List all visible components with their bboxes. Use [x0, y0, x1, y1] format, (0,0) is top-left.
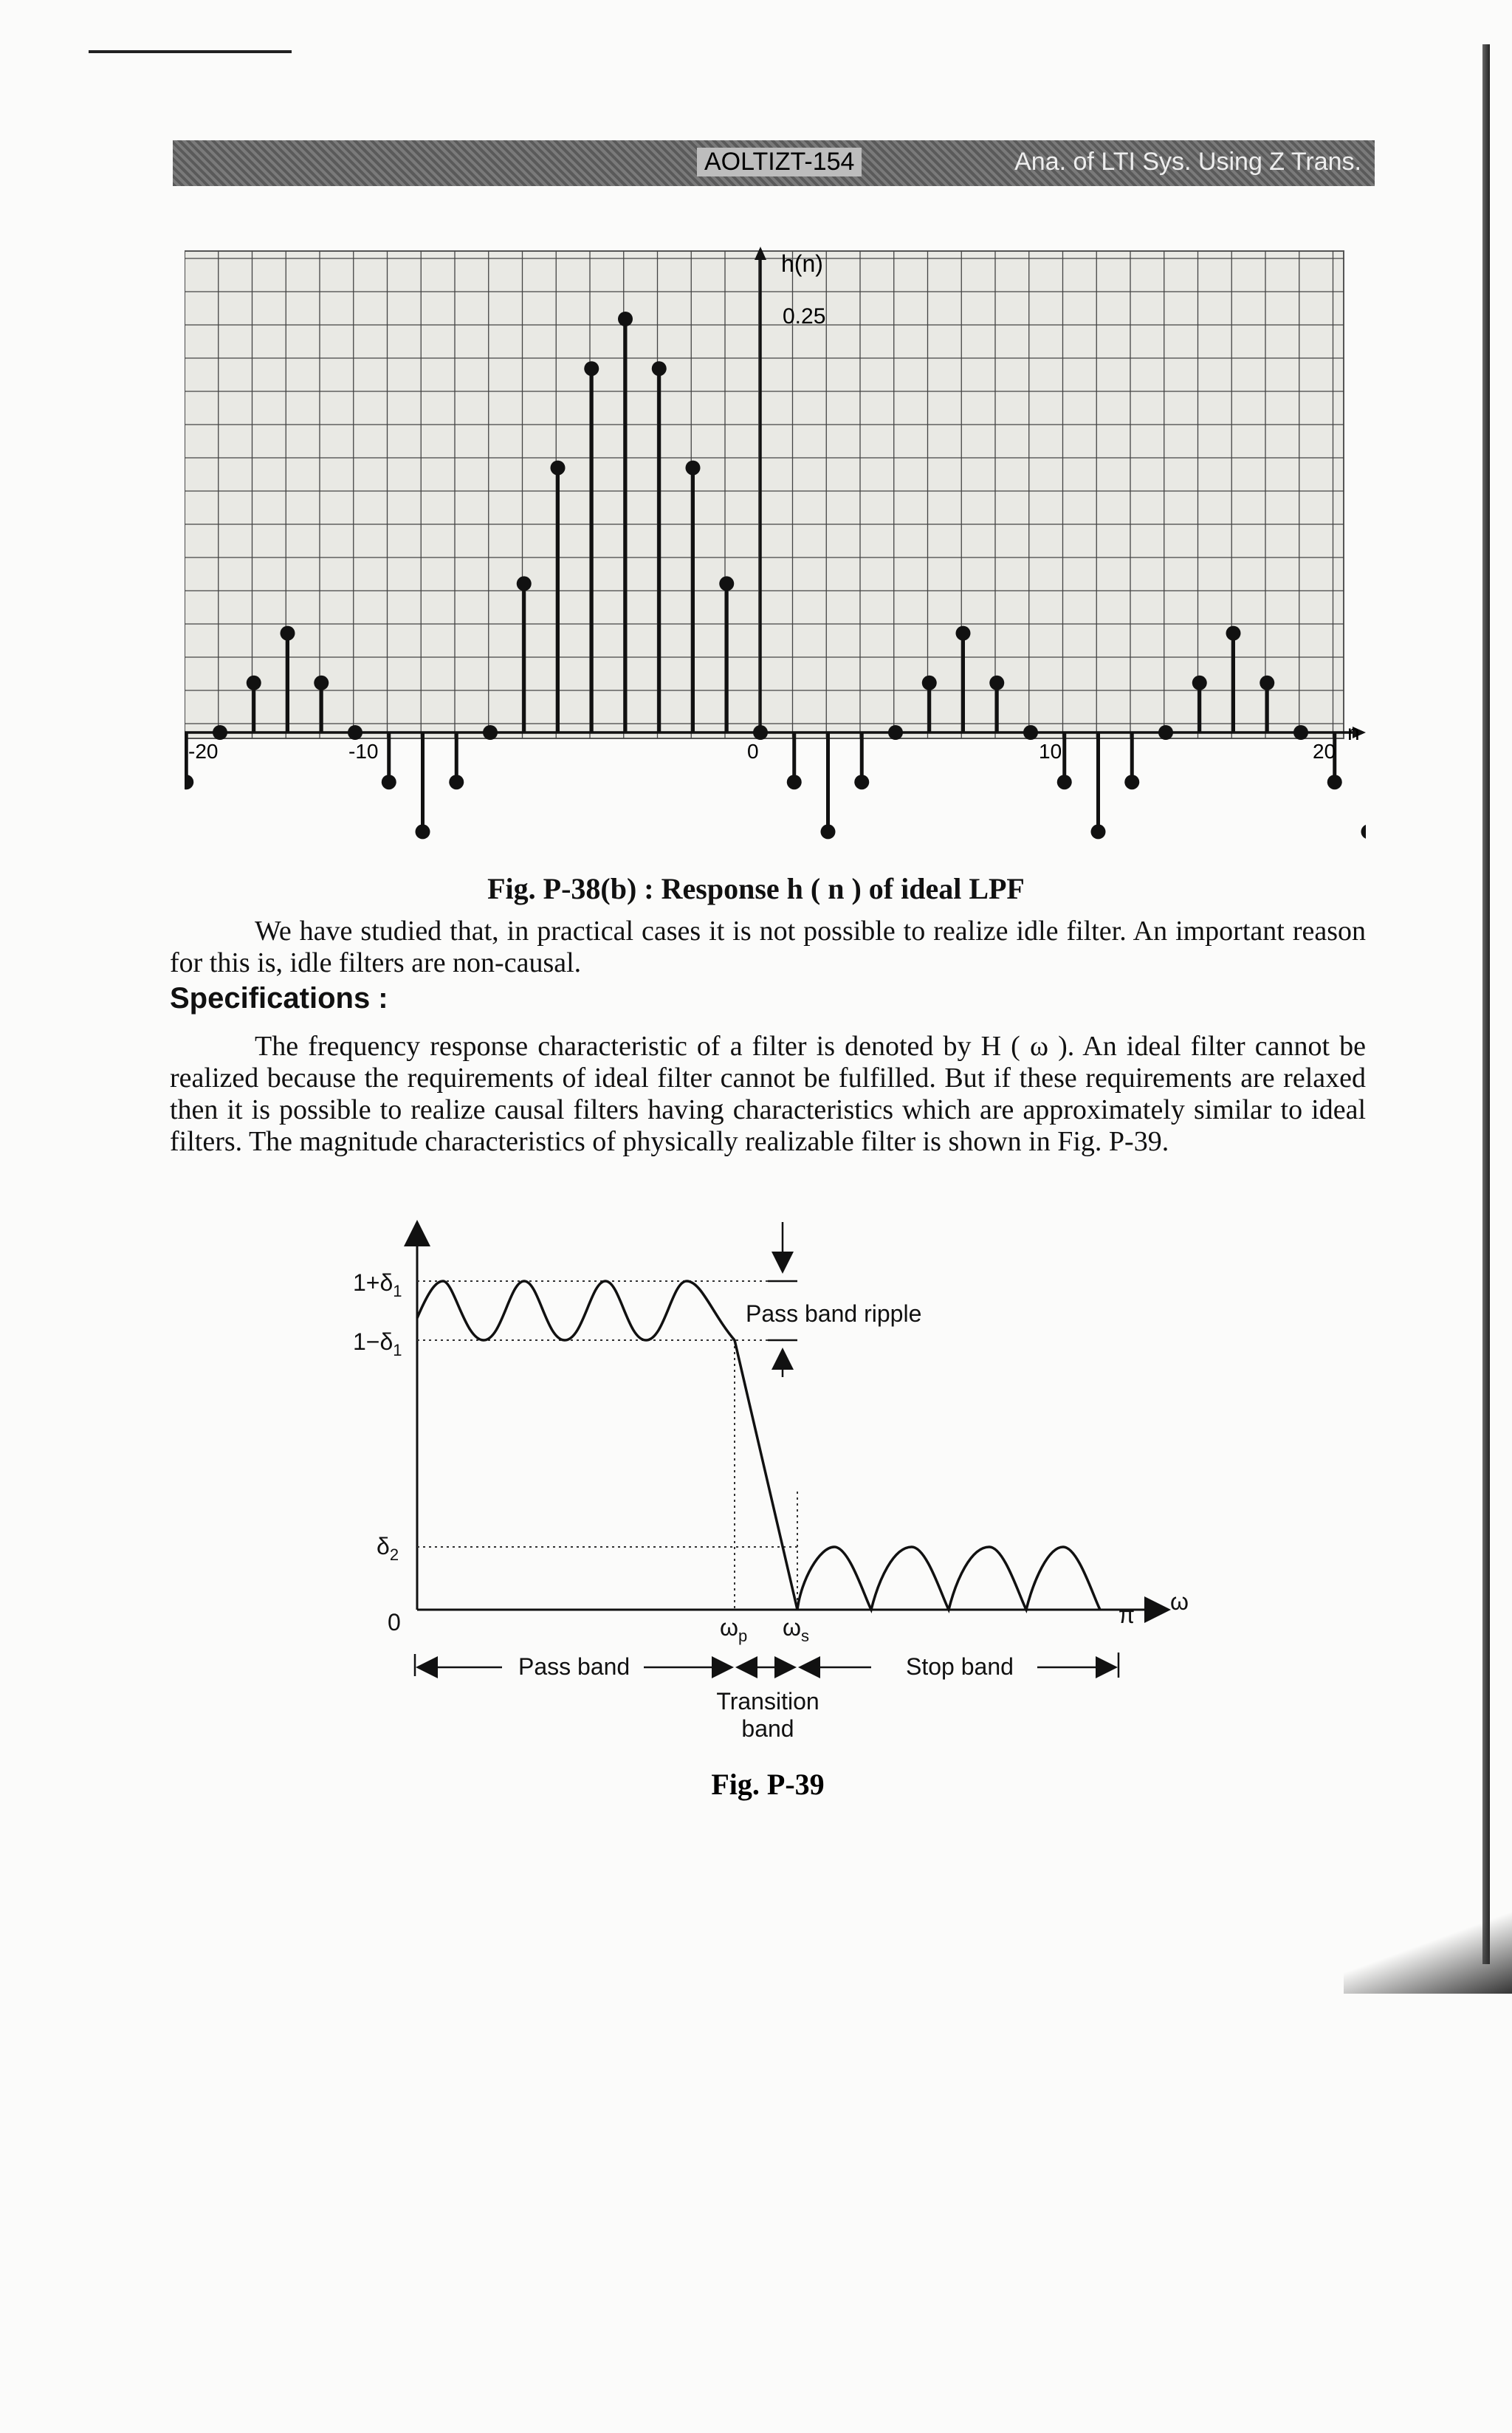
paragraph-1 — [170, 916, 1366, 979]
x-tick-label-20: 20 — [1313, 740, 1336, 763]
stem-marker — [247, 676, 261, 690]
stem-marker — [1057, 775, 1072, 789]
x-tick-label-10: 10 — [1039, 740, 1062, 763]
page-header-bar — [173, 140, 1375, 186]
top-rule — [89, 50, 292, 53]
stem-marker — [686, 461, 701, 476]
x-tick-label-neg20: -20 — [188, 740, 219, 763]
stem-marker — [787, 775, 802, 789]
x-axis-label: n — [1347, 721, 1360, 745]
stem-marker — [821, 824, 836, 839]
stem-marker — [753, 725, 768, 740]
header-code: AOLTIZT-154 — [697, 148, 862, 176]
plot-background — [185, 251, 1344, 738]
stem-marker — [618, 312, 633, 326]
stem-marker — [314, 676, 329, 690]
stem-marker — [1158, 725, 1173, 740]
stem-marker — [416, 824, 430, 839]
plot-grid — [185, 251, 1344, 738]
label-1-minus-delta1: $1-\delta_1$ — [353, 1328, 402, 1359]
stem-marker — [449, 775, 464, 789]
filter-magnitude-figure — [310, 1211, 1270, 1809]
label-zero: 0 — [388, 1609, 401, 1636]
stem-marker — [1226, 626, 1241, 641]
paragraph-2-text: The frequency response characteristic of a filter is denoted by H ( ω ). An ideal filter cannot be realized because the requirements of ideal filter cannot be fulfilled. But if these requirements are relaxed then it is possible to realize causal filters having characteristics which are approximately similar to ideal filters. The magnitude characteristics of physically realizable filter is shown in Fig. P-39. — [170, 1031, 1366, 1157]
label-pi: π — [1118, 1602, 1135, 1628]
x-tick-label-0: 0 — [747, 740, 759, 763]
stop-band-label: Stop band — [906, 1653, 1014, 1680]
pass-band-label: Pass band — [518, 1653, 630, 1680]
stem-marker — [922, 676, 937, 690]
stem-marker — [1327, 775, 1342, 789]
label-1-plus-delta1: $1+\delta_1$ — [353, 1269, 402, 1300]
stem-marker — [854, 775, 869, 789]
header-section-title: Ana. of LTI Sys. Using Z Trans. — [1014, 148, 1361, 176]
stem-marker — [382, 775, 396, 789]
label-omega: ω — [1170, 1588, 1189, 1615]
stem-marker — [517, 576, 532, 591]
transition-band-label-line2: band — [741, 1715, 794, 1742]
stem-marker — [1260, 676, 1274, 690]
figure-38b-caption: Fig. P-38(b) : Response h ( n ) of ideal LPF — [487, 872, 1025, 905]
stem-marker — [1361, 824, 1367, 839]
magnitude-response-curve — [417, 1281, 1100, 1610]
stem-marker — [213, 725, 227, 740]
stem-plot-figure — [185, 244, 1366, 857]
figure-39-caption: Fig. P-39 — [711, 1768, 825, 1801]
label-omega-p: $\omega_p$ — [720, 1614, 748, 1645]
stem-marker — [1192, 676, 1207, 690]
pass-band-ripple-label: Pass band ripple — [746, 1300, 922, 1327]
x-tick-label-neg10: -10 — [348, 740, 379, 763]
stem-marker — [652, 361, 667, 376]
stem-marker — [348, 725, 362, 740]
page-edge-shadow — [1482, 44, 1490, 1964]
stem-marker — [185, 775, 193, 789]
stem-marker — [956, 626, 971, 641]
stem-marker — [719, 576, 734, 591]
stem-marker — [989, 676, 1004, 690]
stem-marker — [888, 725, 903, 740]
page-corner-shadow — [1344, 1905, 1512, 1994]
stem-marker — [551, 461, 566, 476]
stem-marker — [1023, 725, 1038, 740]
paragraph-2 — [170, 1031, 1366, 1158]
stem-marker — [281, 626, 295, 641]
label-delta2: $\delta_2$ — [377, 1533, 399, 1564]
paragraph-1-text: We have studied that, in practical cases it is not possible to realize idle filter. An important reason for this is, idle filters are non-causal. — [170, 916, 1366, 978]
stem-marker — [1124, 775, 1139, 789]
stem-marker — [1091, 824, 1106, 839]
specifications-heading: Specifications : — [170, 982, 388, 1015]
y-axis-label: h(n) — [781, 250, 823, 277]
stem-marker — [483, 725, 498, 740]
stem-marker — [584, 361, 599, 376]
label-omega-s: $\omega_s$ — [783, 1614, 809, 1645]
peak-value-label: 0.25 — [783, 304, 826, 329]
stem-marker — [1293, 725, 1308, 740]
transition-band-label-line1: Transition — [716, 1688, 819, 1715]
